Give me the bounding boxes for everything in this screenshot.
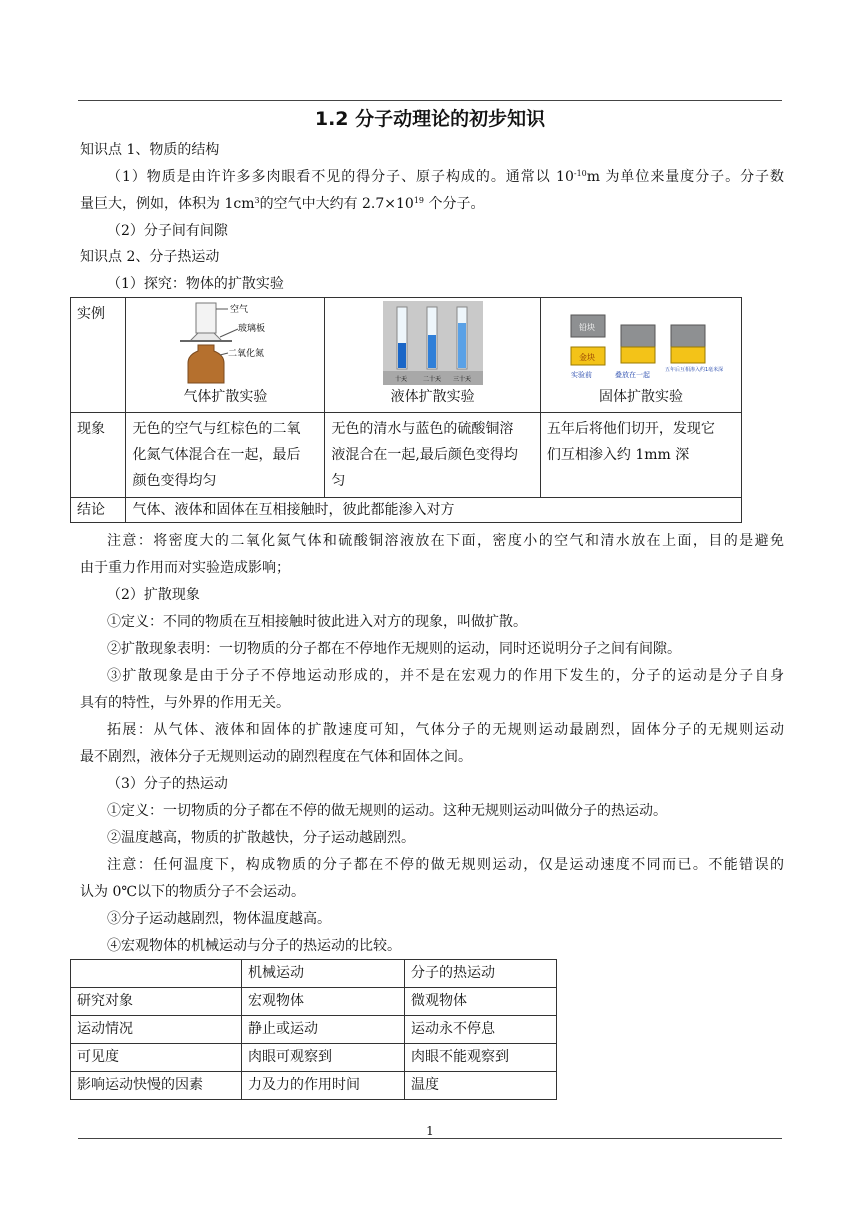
body-line: ②温度越高，物质的扩散越快，分子运动越剧烈。	[107, 830, 415, 846]
body-line: （3）分子的热运动	[107, 776, 228, 792]
liquid-caption: 液体扩散实验	[390, 389, 475, 405]
paragraph-2: （2）分子间有间隙	[107, 223, 228, 239]
cmp-header-cell: 机械运动	[242, 960, 405, 988]
body-line: ②扩散现象表明：一切物质的分子都在不停地作无规则的运动，同时还说明分子之间有间隙。	[107, 641, 681, 657]
liquid-cell	[325, 298, 541, 413]
body-line: 注意：将密度大的二氧化氮气体和硫酸铜溶液放在下面，密度小的空气和清水放在上面，目的是避免	[107, 533, 784, 549]
table-row: 研究对象 宏观物体 微观物体	[71, 988, 557, 1016]
cmp-header-cell: 分子的热运动	[405, 960, 557, 988]
body-line: ④宏观物体的机械运动与分子的热运动的比较。	[107, 938, 401, 954]
solid-label-gold-1: 金块	[578, 353, 595, 362]
body-line: 由于重力作用而对实验造成影响；	[80, 560, 290, 576]
knowledge-point-1: 知识点 1、物质的结构	[80, 142, 220, 158]
body-line: 具有的特性，与外界的作用无关。	[80, 695, 290, 711]
solid-cell	[540, 298, 741, 413]
paragraph-3: （1）探究：物体的扩散实验	[107, 276, 284, 292]
knowledge-point-2: 知识点 2、分子热运动	[80, 249, 220, 265]
conclusion: 气体、液体和固体在互相接触时，彼此都能渗入对方	[126, 498, 742, 523]
table-row: 影响运动快慢的因素 力及力的作用时间 温度	[71, 1072, 557, 1100]
page-title: 1.2 分子动理论的初步知识	[314, 108, 546, 130]
page-number: 1	[426, 1124, 434, 1138]
liquid-diffusion-figure	[383, 301, 483, 385]
body-line: （2）扩散现象	[107, 587, 200, 603]
body-line: ③扩散现象是由于分子不停地运动形成的，并不是在宏观力的作用下发生的，分子的运动是分子自身	[107, 668, 784, 684]
gas-cell	[126, 298, 325, 413]
experiment-table	[70, 297, 742, 523]
solid-phenomenon: 五年后将他们切开，发现它 们互相渗入约 1mm 深	[540, 413, 741, 498]
row-label: 实例	[71, 298, 126, 413]
paragraph-1a: （1）物质是由许许多多肉眼看不见的得分子、原子构成的。通常以 $10^{-10}m$ 为单位来量度分子。分子数	[107, 169, 784, 185]
body-line: ①定义：不同的物质在互相接触时彼此进入对方的现象，叫做扩散。	[107, 614, 527, 630]
footer-rule	[78, 1138, 782, 1139]
comparison-table	[70, 959, 557, 1100]
gas-label-glass: 玻璃板	[238, 324, 266, 334]
table-row: 可见度 肉眼可观察到 肉眼不能观察到	[71, 1044, 557, 1072]
body-line: 认为 0℃以下的物质分子不会运动。	[80, 884, 306, 900]
gas-caption: 气体扩散实验	[183, 389, 268, 405]
gas-phenomenon: 无色的空气与红棕色的二氧 化氮气体混合在一起，最后 颜色变得均匀	[126, 413, 325, 498]
body-line: 拓展：从气体、液体和固体的扩散速度可知，气体分子的无规则运动最剧烈，固体分子的无规则运动	[107, 722, 784, 738]
cmp-header-cell	[71, 960, 242, 988]
body-line: ③分子运动越剧烈，物体温度越高。	[107, 911, 331, 927]
paragraph-1b: 量巨大，例如，体积为 $1cm^3$的空气中大约有 $2.7\times 10^{19}$ 个分子。	[80, 196, 485, 212]
solid-diffusion-figure	[565, 301, 724, 385]
solid-caption: 固体扩散实验	[598, 389, 683, 405]
body-line: ①定义：一切物质的分子都在不停的做无规则的运动。这种无规则运动叫做分子的热运动。	[107, 803, 667, 819]
solid-label-after: 五年后互相渗入约1毫米深	[664, 367, 724, 373]
header-rule	[78, 100, 782, 101]
body-line: 注意：任何温度下，构成物质的分子都在不停的做无规则运动，仅是运动速度不同而已。不能错误的	[107, 857, 784, 873]
gas-label-no2: 二氧化氮	[228, 349, 265, 359]
solid-label-stacked: 叠放在一起	[614, 371, 650, 379]
gas-diffusion-figure	[170, 301, 280, 385]
liquid-label-20d: 二十天	[422, 376, 441, 383]
row-label: 结论	[71, 498, 126, 523]
solid-label-before: 实验前	[570, 371, 592, 379]
liquid-label-30d: 三十天	[452, 376, 471, 383]
row-label: 现象	[71, 413, 126, 498]
gas-label-air: 空气	[230, 305, 249, 315]
table-row: 运动情况 静止或运动 运动永不停息	[71, 1016, 557, 1044]
body-line: 最不剧烈，液体分子无规则运动的剧烈程度在气体和固体之间。	[80, 749, 472, 765]
liquid-phenomenon: 无色的清水与蓝色的硫酸铜溶 液混合在一起,最后颜色变得均 匀	[325, 413, 541, 498]
solid-label-lead-1: 铅块	[578, 323, 595, 332]
liquid-label-10d: 十天	[394, 376, 407, 383]
